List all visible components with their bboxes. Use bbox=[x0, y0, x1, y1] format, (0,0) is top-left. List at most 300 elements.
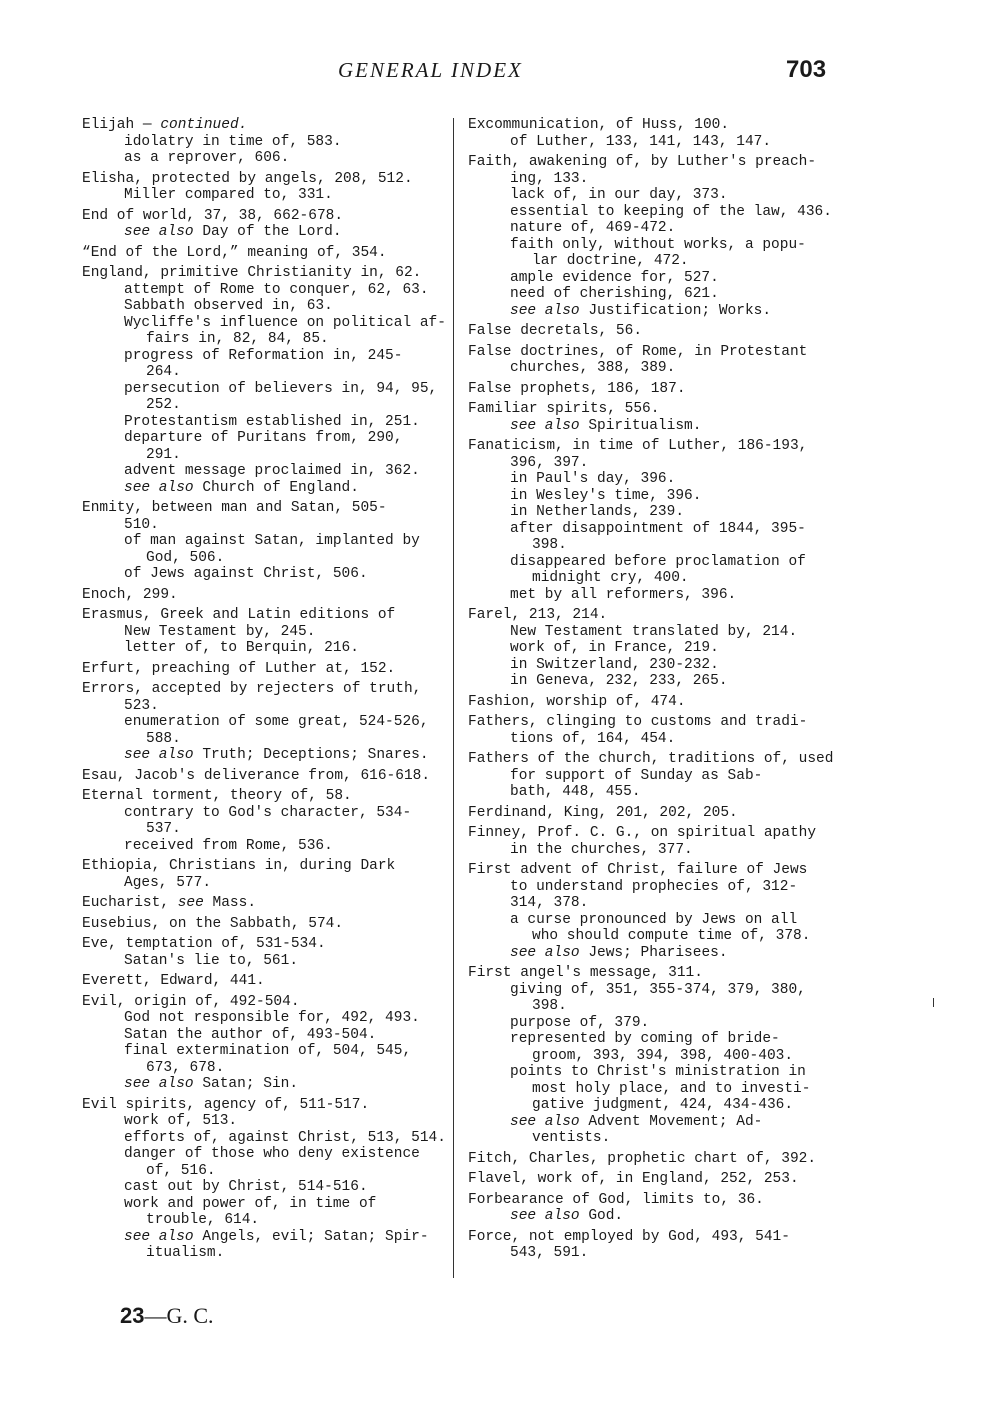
entry-subline bbox=[82, 805, 438, 822]
entry-subline bbox=[468, 220, 828, 237]
entry-heading-line bbox=[468, 438, 828, 455]
entry-text: Force, not employed by God, 493, 541- bbox=[468, 1228, 790, 1245]
entry-text: points to Christ's ministration in bbox=[510, 1064, 806, 1080]
entry-heading-line bbox=[468, 862, 828, 879]
entry-subline bbox=[82, 430, 438, 447]
entry-heading-line bbox=[468, 805, 828, 822]
entry-text: Faith, awakening of, by Luther's preach- bbox=[468, 154, 817, 170]
index-entry bbox=[468, 1151, 828, 1168]
see-also-marker: see also bbox=[510, 417, 580, 434]
entry-text: disappeared before proclamation of bbox=[510, 553, 806, 570]
signature-number: 23 bbox=[120, 1303, 145, 1328]
entry-heading-line bbox=[82, 587, 438, 604]
entry-text: Evil spirits, agency of, 511-517. bbox=[82, 1096, 370, 1113]
entry-heading-line bbox=[468, 154, 828, 171]
entry-text: First angel's message, 311. bbox=[468, 965, 703, 981]
entry-subline bbox=[82, 747, 438, 764]
entry-text: for support of Sunday as Sab- bbox=[510, 767, 763, 784]
entry-subline bbox=[468, 768, 828, 785]
entry-text: 314, 378. bbox=[510, 895, 589, 911]
entry-text: First advent of Christ, failure of Jews bbox=[468, 862, 808, 878]
entry-text: ventists. bbox=[532, 1130, 611, 1146]
entry-text: cast out by Christ, 514-516. bbox=[124, 1179, 368, 1195]
entry-text: Evil, origin of, 492-504. bbox=[82, 993, 300, 1010]
entry-subline bbox=[82, 150, 438, 167]
index-column-left bbox=[82, 117, 446, 1266]
entry-subline bbox=[468, 521, 828, 538]
entry-text: ample evidence for, 527. bbox=[510, 269, 719, 286]
index-column-right bbox=[468, 117, 834, 1266]
entry-text: advent message proclaimed in, 362. bbox=[124, 463, 420, 479]
entry-text: need of cherishing, 621. bbox=[510, 286, 719, 302]
entry-heading-line bbox=[468, 714, 828, 731]
entry-subline bbox=[468, 134, 828, 151]
entry-text: Eternal torment, theory of, 58. bbox=[82, 788, 352, 804]
entry-subline bbox=[468, 1048, 828, 1065]
entry-text: Forbearance of God, limits to, 36. bbox=[468, 1191, 764, 1208]
entry-text: danger of those who deny existence bbox=[124, 1146, 420, 1162]
entry-subline bbox=[82, 953, 438, 970]
entry-heading-line bbox=[468, 694, 828, 711]
entry-text: God, 506. bbox=[146, 549, 225, 566]
entry-subline bbox=[82, 447, 438, 464]
entry-subline bbox=[468, 784, 828, 801]
see-also-marker: see also bbox=[510, 1113, 580, 1130]
entry-subline bbox=[468, 945, 828, 962]
entry-text: Truth; Deceptions; Snares. bbox=[193, 747, 429, 763]
entry-text: progress of Reformation in, 245- bbox=[124, 347, 403, 364]
entry-subline bbox=[468, 1031, 828, 1048]
entry-text: work of, 513. bbox=[124, 1113, 238, 1129]
see-also-marker: see also bbox=[124, 747, 194, 763]
entry-text: enumeration of some great, 524-526, bbox=[124, 714, 429, 730]
entry-subline bbox=[468, 879, 828, 896]
entry-text: most holy place, and to investi- bbox=[532, 1080, 811, 1097]
entry-text: who should compute time of, 378. bbox=[532, 928, 811, 944]
entry-subline bbox=[82, 1113, 438, 1130]
entry-text: essential to keeping of the law, 436. bbox=[510, 203, 832, 220]
entry-text: Day of the Lord. bbox=[193, 224, 342, 240]
entry-subline bbox=[468, 537, 828, 554]
entry-text: Satan the author of, 493-504. bbox=[124, 1026, 377, 1043]
entry-text: 396, 397. bbox=[510, 454, 589, 471]
index-entry bbox=[468, 1229, 828, 1262]
stray-print-mark bbox=[933, 998, 934, 1007]
entry-text: Miller compared to, 331. bbox=[124, 187, 333, 203]
entry-subline bbox=[82, 480, 438, 497]
entry-subline bbox=[82, 533, 438, 550]
index-entry bbox=[468, 965, 828, 1147]
entry-subline bbox=[468, 928, 828, 945]
entry-heading-line bbox=[468, 1151, 828, 1168]
entry-text: Errors, accepted by rejecters of truth, bbox=[82, 681, 422, 697]
entry-heading-line bbox=[82, 895, 438, 912]
entry-subline bbox=[468, 640, 828, 657]
index-entry bbox=[82, 994, 438, 1093]
index-entry bbox=[468, 1192, 828, 1225]
entry-text: Erasmus, Greek and Latin editions of bbox=[82, 607, 396, 623]
entry-text: after disappointment of 1844, 395- bbox=[510, 520, 806, 537]
entry-text: New Testament translated by, 214. bbox=[510, 623, 798, 640]
entry-text: 398. bbox=[532, 998, 567, 1014]
entry-text: Church of England. bbox=[193, 479, 359, 496]
see-also-marker: see also bbox=[510, 944, 580, 961]
entry-text: work of, in France, 219. bbox=[510, 640, 719, 656]
entry-text: False prophets, 186, 187. bbox=[468, 380, 686, 397]
entry-text: faith only, without works, a popu- bbox=[510, 236, 806, 253]
entry-text: Flavel, work of, in England, 252, 253. bbox=[468, 1171, 799, 1187]
entry-subline bbox=[468, 303, 828, 320]
entry-text: 523. bbox=[124, 697, 159, 714]
entry-text: in Wesley's time, 396. bbox=[510, 487, 702, 504]
index-entry bbox=[468, 1171, 828, 1188]
entry-text: lar doctrine, 472. bbox=[532, 253, 689, 269]
entry-heading-line bbox=[82, 607, 438, 624]
entry-subline bbox=[468, 1081, 828, 1098]
entry-subline bbox=[82, 714, 438, 731]
entry-subline bbox=[82, 875, 438, 892]
entry-heading-line bbox=[468, 323, 828, 340]
see-also-marker: see also bbox=[510, 1208, 580, 1224]
entry-heading-line bbox=[468, 1171, 828, 1188]
entry-text: Everett, Edward, 441. bbox=[82, 973, 265, 989]
entry-text: fairs in, 82, 84, 85. bbox=[146, 331, 329, 347]
entry-heading-line bbox=[468, 1192, 828, 1209]
entry-text: attempt of Rome to conquer, 62, 63. bbox=[124, 281, 429, 298]
index-entry bbox=[82, 895, 438, 912]
entry-heading-line bbox=[82, 973, 438, 990]
entry-text: final extermination of, 504, 545, bbox=[124, 1043, 412, 1059]
entry-heading-line bbox=[468, 344, 828, 361]
entry-subline bbox=[468, 187, 828, 204]
entry-subline bbox=[82, 1076, 438, 1093]
entry-text: groom, 393, 394, 398, 400-403. bbox=[532, 1047, 794, 1064]
entry-heading-line bbox=[82, 858, 438, 875]
entry-heading-line bbox=[82, 1097, 438, 1114]
index-entry bbox=[82, 500, 438, 583]
entry-subline bbox=[82, 187, 438, 204]
entry-text: 588. bbox=[146, 730, 181, 747]
see-also-marker: see also bbox=[124, 479, 194, 496]
entry-subline bbox=[468, 842, 828, 859]
see-also-marker: see also bbox=[124, 1076, 194, 1092]
entry-text: giving of, 351, 355-374, 379, 380, bbox=[510, 981, 806, 998]
entry-heading-line bbox=[468, 117, 828, 134]
entry-text: Fashion, worship of, 474. bbox=[468, 693, 686, 710]
entry-subline bbox=[468, 471, 828, 488]
entry-text: as a reprover, 606. bbox=[124, 150, 290, 166]
entry-text: Ferdinand, King, 201, 202, 205. bbox=[468, 804, 738, 821]
entry-subline bbox=[82, 1027, 438, 1044]
entry-subline bbox=[82, 1212, 438, 1229]
index-entry bbox=[82, 245, 438, 262]
entry-text: lack of, in our day, 373. bbox=[510, 187, 728, 203]
entry-text: 510. bbox=[124, 516, 159, 533]
entry-text: 537. bbox=[146, 821, 181, 837]
entry-text: Fitch, Charles, prophetic chart of, 392. bbox=[468, 1150, 817, 1167]
entry-text: End of world, 37, 38, 662-678. bbox=[82, 207, 344, 224]
entry-text: Familiar spirits, 556. bbox=[468, 401, 660, 417]
entry-text: God. bbox=[579, 1208, 624, 1224]
index-entry bbox=[82, 788, 438, 854]
entry-subline bbox=[82, 414, 438, 431]
entry-text: purpose of, 379. bbox=[510, 1014, 650, 1031]
entry-subline bbox=[82, 1196, 438, 1213]
index-entry bbox=[468, 714, 828, 747]
index-entry bbox=[468, 117, 828, 150]
entry-text: in Switzerland, 230-232. bbox=[510, 656, 719, 673]
entry-heading-line bbox=[82, 681, 438, 698]
see-also-marker: see also bbox=[124, 1228, 194, 1245]
entry-subline bbox=[82, 566, 438, 583]
entry-subline bbox=[468, 203, 832, 221]
index-entry bbox=[82, 973, 438, 990]
entry-text: Fathers, clinging to customs and tradi- bbox=[468, 714, 808, 730]
entry-text: represented by coming of bride- bbox=[510, 1031, 780, 1047]
entry-text: England, primitive Christianity in, 62. bbox=[82, 265, 422, 281]
entry-subline bbox=[82, 624, 438, 641]
entry-text: in Netherlands, 239. bbox=[510, 504, 685, 520]
index-entry bbox=[82, 587, 438, 604]
entry-heading-line bbox=[82, 768, 438, 785]
entry-subline bbox=[468, 418, 828, 435]
index-entry bbox=[82, 661, 438, 678]
entry-subline bbox=[468, 587, 828, 604]
signature-text: —G. C. bbox=[144, 1303, 214, 1328]
entry-text: 252. bbox=[146, 397, 181, 413]
index-entry bbox=[468, 344, 828, 377]
entry-text: in Paul's day, 396. bbox=[510, 471, 676, 487]
entry-text: Justification; Works. bbox=[579, 302, 772, 319]
entry-text: churches, 388, 389. bbox=[510, 360, 676, 376]
index-entry bbox=[82, 208, 438, 241]
entry-subline bbox=[82, 640, 438, 657]
entry-text: work and power of, in time of bbox=[124, 1195, 377, 1212]
entry-heading-line bbox=[82, 916, 438, 933]
index-entry bbox=[82, 1096, 446, 1262]
entry-subline bbox=[82, 348, 438, 365]
entry-text: itualism. bbox=[146, 1245, 225, 1261]
entry-subline bbox=[468, 657, 828, 674]
entry-heading-line bbox=[468, 825, 828, 842]
entry-text: gative judgment, 424, 434-436. bbox=[532, 1097, 794, 1113]
entry-subline bbox=[82, 1245, 438, 1262]
entry-text: Satan; Sin. bbox=[193, 1076, 299, 1092]
index-entry bbox=[82, 117, 438, 167]
entry-text: “End of the Lord,” meaning of, 354. bbox=[82, 244, 387, 261]
entry-subline bbox=[468, 270, 828, 287]
entry-text: of man against Satan, implanted by bbox=[124, 533, 420, 549]
entry-text: contrary to God's character, 534- bbox=[124, 804, 412, 821]
entry-subline bbox=[468, 1114, 828, 1131]
index-entry bbox=[82, 858, 438, 891]
entry-subline bbox=[468, 1015, 828, 1032]
entry-heading-line bbox=[82, 245, 438, 262]
index-entry bbox=[468, 154, 832, 319]
entry-subline bbox=[468, 624, 828, 641]
entry-text: False doctrines, of Rome, in Protestant bbox=[468, 343, 808, 360]
entry-text: met by all reformers, 396. bbox=[510, 586, 737, 603]
entry-subline bbox=[82, 1229, 438, 1246]
entry-text: a curse pronounced by Jews on all bbox=[510, 911, 798, 928]
entry-heading-line bbox=[82, 661, 438, 678]
index-entry bbox=[82, 916, 438, 933]
see-also-marker: see also bbox=[124, 224, 194, 240]
entry-heading-line bbox=[468, 751, 834, 768]
entry-subline bbox=[82, 838, 438, 855]
entry-text: Mass. bbox=[203, 895, 257, 911]
entry-subline bbox=[82, 821, 438, 838]
entry-subline bbox=[468, 912, 828, 929]
entry-text: letter of, to Berquin, 216. bbox=[124, 640, 359, 656]
index-entry bbox=[468, 805, 828, 822]
entry-subline bbox=[82, 1179, 438, 1196]
entry-subline bbox=[82, 463, 438, 480]
entry-heading-line bbox=[468, 607, 828, 624]
entry-subline bbox=[82, 224, 438, 241]
entry-text: to understand prophecies of, 312- bbox=[510, 878, 798, 895]
entry-text: in Geneva, 232, 233, 265. bbox=[510, 673, 728, 689]
entry-text: 673, 678. bbox=[146, 1059, 225, 1076]
index-entry bbox=[82, 936, 438, 969]
entry-heading-line bbox=[468, 381, 828, 398]
entry-subline bbox=[468, 554, 828, 571]
entry-heading-line bbox=[82, 265, 438, 282]
entry-subline bbox=[82, 550, 438, 567]
entry-text: Angels, evil; Satan; Spir- bbox=[193, 1228, 429, 1245]
entry-text: Wycliffe's influence on political af- bbox=[124, 314, 446, 331]
entry-text: Fathers of the church, traditions of, used bbox=[468, 751, 834, 767]
entry-text: 291. bbox=[146, 446, 181, 463]
entry-text: of Jews against Christ, 506. bbox=[124, 566, 368, 582]
entry-heading-line bbox=[468, 965, 828, 982]
entry-text: Protestantism established in, 251. bbox=[124, 413, 420, 430]
index-entry bbox=[468, 751, 834, 801]
entry-subline bbox=[468, 488, 828, 505]
entry-subline bbox=[468, 570, 828, 587]
index-entry bbox=[82, 265, 446, 496]
index-entry bbox=[468, 438, 828, 603]
entry-subline bbox=[82, 298, 438, 315]
entry-text: Ethiopia, Christians in, during Dark bbox=[82, 858, 396, 874]
entry-text: Erfurt, preaching of Luther at, 152. bbox=[82, 660, 396, 677]
entry-subline bbox=[468, 360, 828, 377]
entry-subline bbox=[468, 286, 828, 303]
entry-subline bbox=[468, 895, 828, 912]
entry-text: of, 516. bbox=[146, 1162, 216, 1179]
entry-text: New Testament by, 245. bbox=[124, 623, 316, 640]
see-also-marker: see bbox=[177, 895, 204, 911]
entry-subline bbox=[82, 364, 438, 381]
entry-subline bbox=[82, 1129, 446, 1147]
entry-subline bbox=[468, 673, 828, 690]
entry-heading-line bbox=[82, 936, 438, 953]
entry-subline bbox=[82, 381, 438, 398]
entry-heading-line bbox=[82, 208, 438, 225]
entry-heading-line bbox=[82, 171, 438, 188]
entry-text: Eucharist, bbox=[82, 895, 178, 911]
index-entry bbox=[82, 607, 438, 657]
entry-text: idolatry in time of, 583. bbox=[124, 133, 342, 150]
entry-text: Eve, temptation of, 531-534. bbox=[82, 936, 326, 952]
entry-text: Finney, Prof. C. G., on spiritual apathy bbox=[468, 825, 817, 841]
index-entry bbox=[468, 381, 828, 398]
entry-text: Esau, Jacob's deliverance from, 616-618. bbox=[82, 767, 431, 784]
index-entry bbox=[468, 825, 828, 858]
entry-text: Fanaticism, in time of Luther, 186-193, bbox=[468, 438, 808, 454]
entry-subline bbox=[82, 397, 438, 414]
entry-text: nature of, 469-472. bbox=[510, 220, 676, 236]
entry-text: persecution of believers in, 94, 95, bbox=[124, 380, 438, 397]
see-also-marker: see also bbox=[510, 302, 580, 319]
entry-text: Sabbath observed in, 63. bbox=[124, 298, 333, 314]
entry-heading-line bbox=[82, 500, 438, 517]
entry-subline bbox=[468, 455, 828, 472]
entry-subline bbox=[82, 1163, 438, 1180]
entry-subline bbox=[82, 282, 438, 299]
entry-subline bbox=[468, 1064, 828, 1081]
entry-heading-line bbox=[82, 117, 438, 134]
entry-text: Ages, 577. bbox=[124, 874, 212, 891]
entry-heading-line bbox=[82, 788, 438, 805]
entry-text: God not responsible for, 492, 493. bbox=[124, 1010, 420, 1026]
entry-text: Enmity, between man and Satan, 505- bbox=[82, 500, 387, 516]
entry-subline bbox=[468, 1097, 828, 1114]
entry-text: received from Rome, 536. bbox=[124, 837, 333, 854]
entry-text: Jews; Pharisees. bbox=[579, 944, 728, 961]
entry-text: Elijah — bbox=[82, 117, 161, 133]
entry-subline bbox=[468, 1130, 828, 1147]
entry-subline bbox=[82, 1043, 438, 1060]
printer-signature bbox=[120, 1303, 214, 1329]
entry-text: trouble, 614. bbox=[146, 1212, 260, 1228]
entry-subline bbox=[82, 731, 438, 748]
entry-text: Satan's lie to, 561. bbox=[124, 952, 299, 969]
entry-text: Eusebius, on the Sabbath, 574. bbox=[82, 915, 344, 932]
entry-text: Enoch, 299. bbox=[82, 586, 178, 603]
entry-text: efforts of, against Christ, 513, 514. bbox=[124, 1129, 446, 1146]
entry-subline bbox=[468, 731, 828, 748]
entry-subline bbox=[82, 517, 438, 534]
entry-subline bbox=[468, 171, 828, 188]
entry-text: Advent Movement; Ad- bbox=[579, 1113, 763, 1130]
index-entry bbox=[468, 607, 828, 690]
entry-text: tions of, 164, 454. bbox=[510, 730, 676, 747]
index-entry bbox=[82, 768, 438, 785]
entry-text: Farel, 213, 214. bbox=[468, 607, 608, 623]
column-divider bbox=[453, 118, 454, 1278]
index-entry bbox=[468, 694, 828, 711]
entry-subline bbox=[468, 1208, 828, 1225]
entry-text: in the churches, 377. bbox=[510, 841, 693, 858]
entry-subline bbox=[82, 1060, 438, 1077]
entry-text: Spiritualism. bbox=[579, 417, 702, 434]
entry-subline bbox=[468, 504, 828, 521]
entry-subline bbox=[468, 253, 828, 270]
index-entry bbox=[82, 171, 438, 204]
entry-heading-line bbox=[468, 1229, 828, 1246]
entry-text: midnight cry, 400. bbox=[532, 570, 689, 586]
entry-subline bbox=[82, 698, 438, 715]
index-entry bbox=[468, 401, 828, 434]
entry-text: of Luther, 133, 141, 143, 147. bbox=[510, 133, 772, 150]
entry-subline bbox=[82, 1010, 438, 1027]
entry-text: False decretals, 56. bbox=[468, 323, 643, 339]
entry-subline bbox=[82, 314, 446, 332]
entry-subline bbox=[468, 1245, 828, 1262]
entry-text: 398. bbox=[532, 537, 567, 553]
entry-text: departure of Puritans from, 290, bbox=[124, 430, 403, 446]
